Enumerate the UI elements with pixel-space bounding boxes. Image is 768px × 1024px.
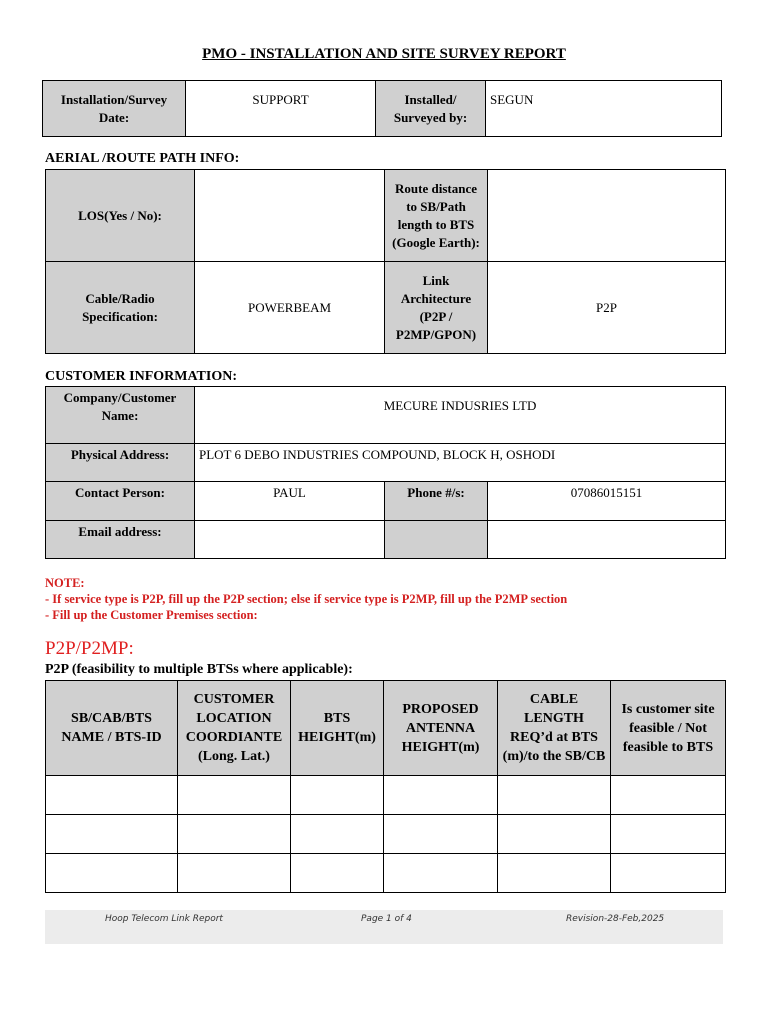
table-cell[interactable] [384, 776, 498, 815]
cable-spec-label: Cable/Radio Specification: [46, 262, 195, 354]
phone-value[interactable]: 07086015151 [488, 482, 726, 521]
note-block [45, 575, 567, 623]
route-distance-label: Route distance to SB/Path length to BTS (Google Earth): [385, 170, 488, 262]
footer-page-number: Page 1 of 4 [361, 914, 412, 924]
table-cell[interactable] [498, 815, 611, 854]
contact-person-label: Contact Person: [46, 482, 195, 521]
table-cell[interactable] [178, 776, 291, 815]
table-cell[interactable] [291, 854, 384, 893]
aerial-heading: AERIAL /ROUTE PATH INFO: [45, 151, 240, 166]
report-title: PMO - INSTALLATION AND SITE SURVEY REPORT [202, 46, 566, 62]
customer-name-label: Company/Customer Name: [46, 387, 195, 444]
table-row [46, 815, 726, 854]
table-cell[interactable] [384, 854, 498, 893]
table-cell[interactable] [46, 854, 178, 893]
table-cell[interactable] [611, 776, 726, 815]
footer-revision: Revision-28-Feb,2025 [566, 914, 665, 924]
customer-table [45, 386, 726, 559]
date-label: Installation/Survey Date: [43, 81, 186, 137]
table-cell[interactable] [46, 815, 178, 854]
page-footer [45, 910, 723, 944]
table-cell[interactable] [384, 815, 498, 854]
table-cell[interactable] [498, 854, 611, 893]
table-cell[interactable] [611, 815, 726, 854]
header-table [42, 80, 722, 137]
footer-report-name: Hoop Telecom Link Report [105, 914, 223, 924]
table-cell[interactable] [498, 776, 611, 815]
table-row [46, 776, 726, 815]
date-value[interactable]: SUPPORT [186, 81, 376, 137]
p2p-table [45, 680, 726, 893]
los-value[interactable] [195, 170, 385, 262]
aerial-table [45, 169, 726, 354]
col-cable-length: CABLE LENGTH REQ’d at BTS (m)/to the SB/CB [498, 681, 611, 776]
col-customer-coordinate: CUSTOMER LOCATION COORDIANTE (Long. Lat.) [178, 681, 291, 776]
col-feasibility: Is customer site feasible / Not feasible to BTS [611, 681, 726, 776]
surveyed-by-label: Installed/ Surveyed by: [376, 81, 486, 137]
link-architecture-value[interactable]: P2P [488, 262, 726, 354]
email-spacer-cell [385, 521, 488, 559]
table-cell[interactable] [46, 776, 178, 815]
customer-name-value[interactable]: MECURE INDUSRIES LTD [195, 387, 726, 444]
table-cell[interactable] [178, 854, 291, 893]
table-cell[interactable] [291, 815, 384, 854]
route-distance-value[interactable] [488, 170, 726, 262]
table-cell[interactable] [291, 776, 384, 815]
email-extra-cell[interactable] [488, 521, 726, 559]
note-line-premises: - Fill up the Customer Premises section: [45, 608, 258, 622]
customer-heading: CUSTOMER INFORMATION: [45, 369, 237, 384]
los-label: LOS(Yes / No): [46, 170, 195, 262]
col-bts-name: SB/CAB/BTS NAME / BTS-ID [46, 681, 178, 776]
contact-person-value[interactable]: PAUL [195, 482, 385, 521]
col-antenna-height: PROPOSED ANTENNA HEIGHT(m) [384, 681, 498, 776]
table-cell[interactable] [178, 815, 291, 854]
cable-spec-value[interactable]: POWERBEAM [195, 262, 385, 354]
table-cell[interactable] [611, 854, 726, 893]
p2p-heading: P2P/P2MP: [45, 638, 134, 659]
note-title: NOTE: [45, 576, 85, 590]
surveyed-by-value[interactable]: SEGUN [486, 81, 722, 137]
physical-address-value[interactable]: PLOT 6 DEBO INDUSTRIES COMPOUND, BLOCK H, OSHODI [195, 444, 726, 482]
table-row [46, 854, 726, 893]
note-line-service-type: - If service type is P2P, fill up the P2P section; else if service type is P2MP, fill up the P2MP section [45, 592, 568, 606]
email-label: Email address: [46, 521, 195, 559]
p2p-subheading: P2P (feasibility to multiple BTSs where applicable): [45, 662, 353, 677]
col-bts-height: BTS HEIGHT(m) [291, 681, 384, 776]
link-architecture-label: Link Architecture (P2P / P2MP/GPON) [385, 262, 488, 354]
phone-label: Phone #/s: [385, 482, 488, 521]
email-value[interactable] [195, 521, 385, 559]
physical-address-label: Physical Address: [46, 444, 195, 482]
